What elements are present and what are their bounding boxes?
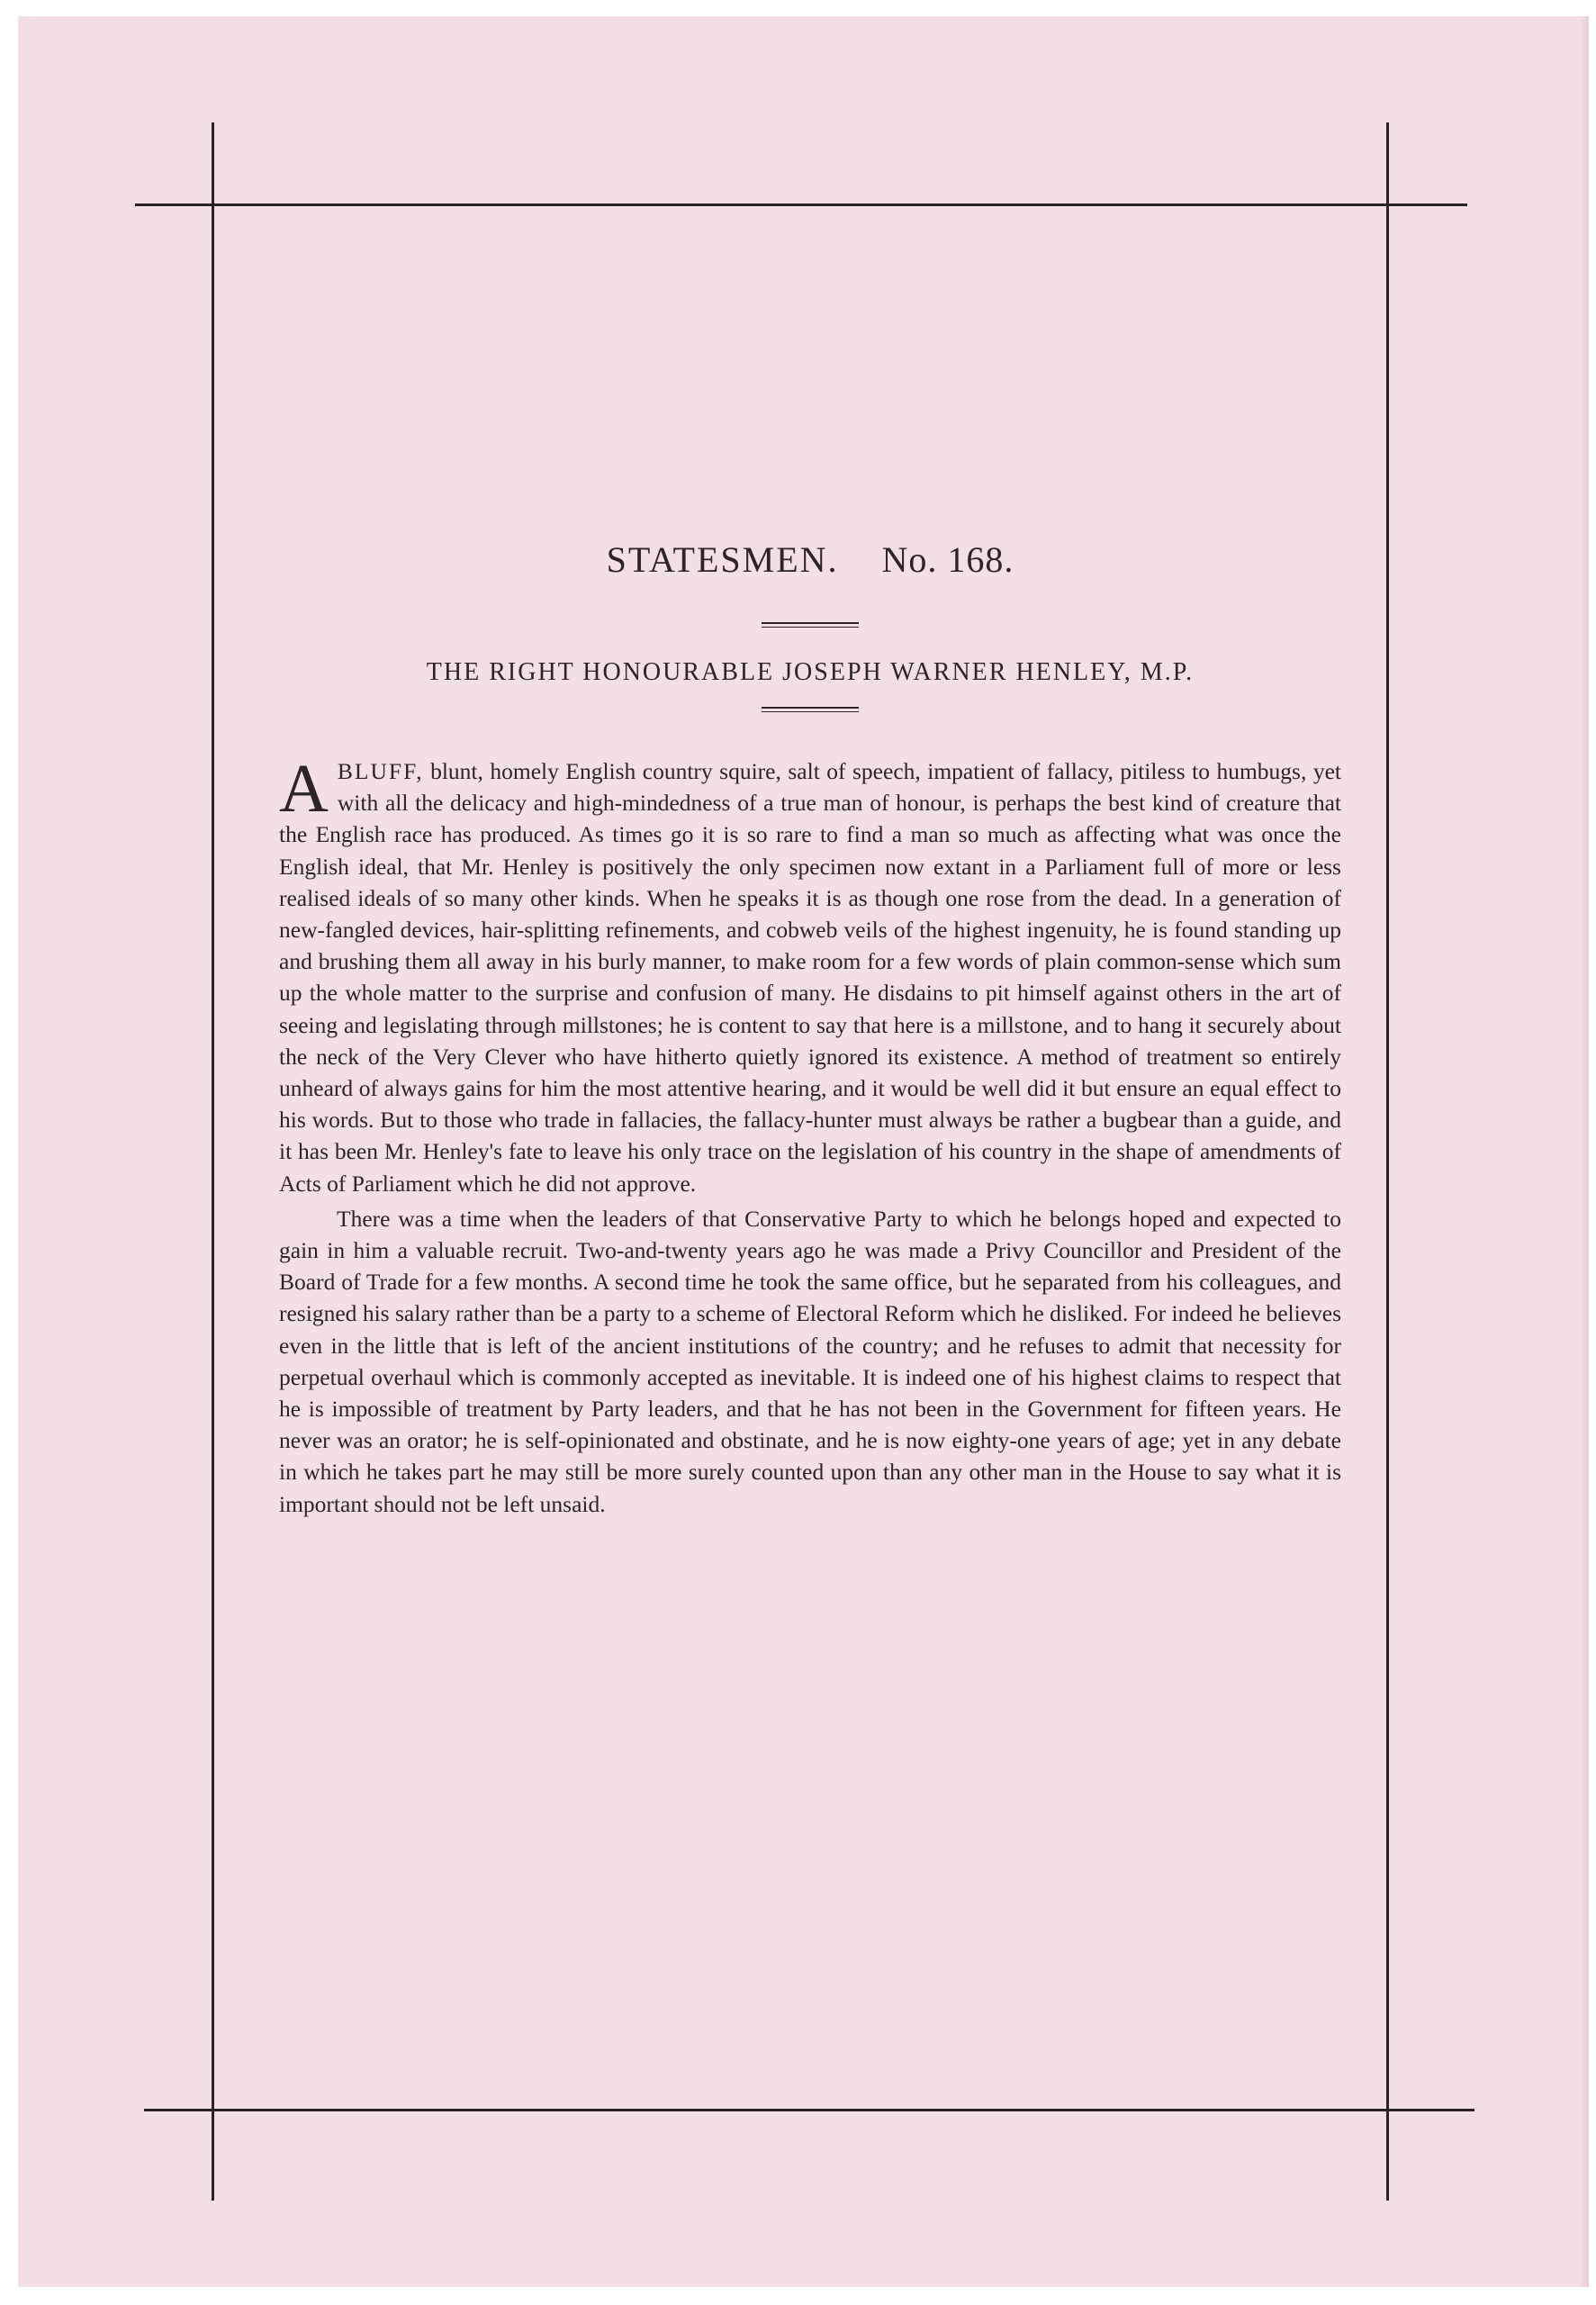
article-block <box>279 538 1341 1520</box>
subject-name: THE RIGHT HONOURABLE JOSEPH WARNER HENLEY, M.P. <box>426 658 1195 686</box>
frame-rule-left <box>212 122 214 2201</box>
drop-cap: A <box>279 751 329 827</box>
frame-rule-right <box>1386 122 1389 2201</box>
divider-rule <box>762 622 859 628</box>
series-title: STATESMEN. <box>606 539 839 580</box>
page-sheet <box>18 16 1589 2287</box>
paragraph-2: There was a time when the leaders of that Conservative Party to which he belongs hoped and expected to gain in him a valuable recruit. Two-and-twenty years ago he was made a Privy Councillor and President of the Board of Trade for a few months. A second time he took the same office, but he separated from his colleagues, and resigned his salary rather than be a party to a scheme of Electoral Reform which he disliked. For indeed he believes even in the little that is left of the ancient institutions of the country; and he refuses to admit that necessity for perpetual overhaul which is commonly accepted as inevitable. It is indeed one of his highest claims to respect that he is impossible of treatment by Party leaders, and that he has not been in the Government for fifteen years. He never was an orator; he is self-opinionated and obstinate, and he is now eighty-one years of age; yet in any debate in which he takes part he may still be more surely counted upon than any other man in the House to say what it is important should not be left unsaid. <box>279 1205 1341 1517</box>
frame-rule-top <box>135 203 1467 206</box>
series-number: No. 168. <box>881 539 1014 580</box>
article-body <box>279 751 1341 1520</box>
paragraph-1 <box>279 751 1341 1199</box>
page-title <box>279 538 1341 581</box>
page-edge <box>1580 16 1589 2287</box>
divider-rule-lower <box>762 707 859 712</box>
paragraph-1-text: blunt, homely English country squire, salt of speech, impatient of fallacy, pitiless to humbugs, yet with all the delicacy and high-mindedness of a true man of honour, is perhaps the best kind of creature that the English race has produced. As times go it is so rare to find a man so much as affecting what was once the English ideal, that Mr. Henley is positively the only specimen now extant in a Parliament full of more or less realised ideals of so many other kinds. When he speaks it is as though one rose from the dead. In a generation of new-fangled devices, hair-splitting refinements, and cobweb veils of the highest ingenuity, he is found standing up and brushing them all away in his burly manner, to make room for a few words of plain common-sense which sum up the whole matter to the surprise and confusion of many. He disdains to pit himself against others in the art of seeing and legislating through millstones; he is content to say that here is a millstone, and to hang it securely about the neck of the Very Clever who have hitherto quietly ignored its existence. A method of treatment so entirely unheard of always gains for him the most attentive hearing, and it would be well did it but ensure an equal effect to his words. But to those who trade in fallacies, the fallacy-hunter must always be rather a bugbear than a guide, and it has been Mr. Henley's fate to leave his only trace on the legislation of his country in the shape of amendments of Acts of Parliament which he did not approve. <box>279 758 1341 1197</box>
lead-word: BLUFF, <box>337 758 424 784</box>
frame-rule-bottom <box>144 2109 1474 2111</box>
